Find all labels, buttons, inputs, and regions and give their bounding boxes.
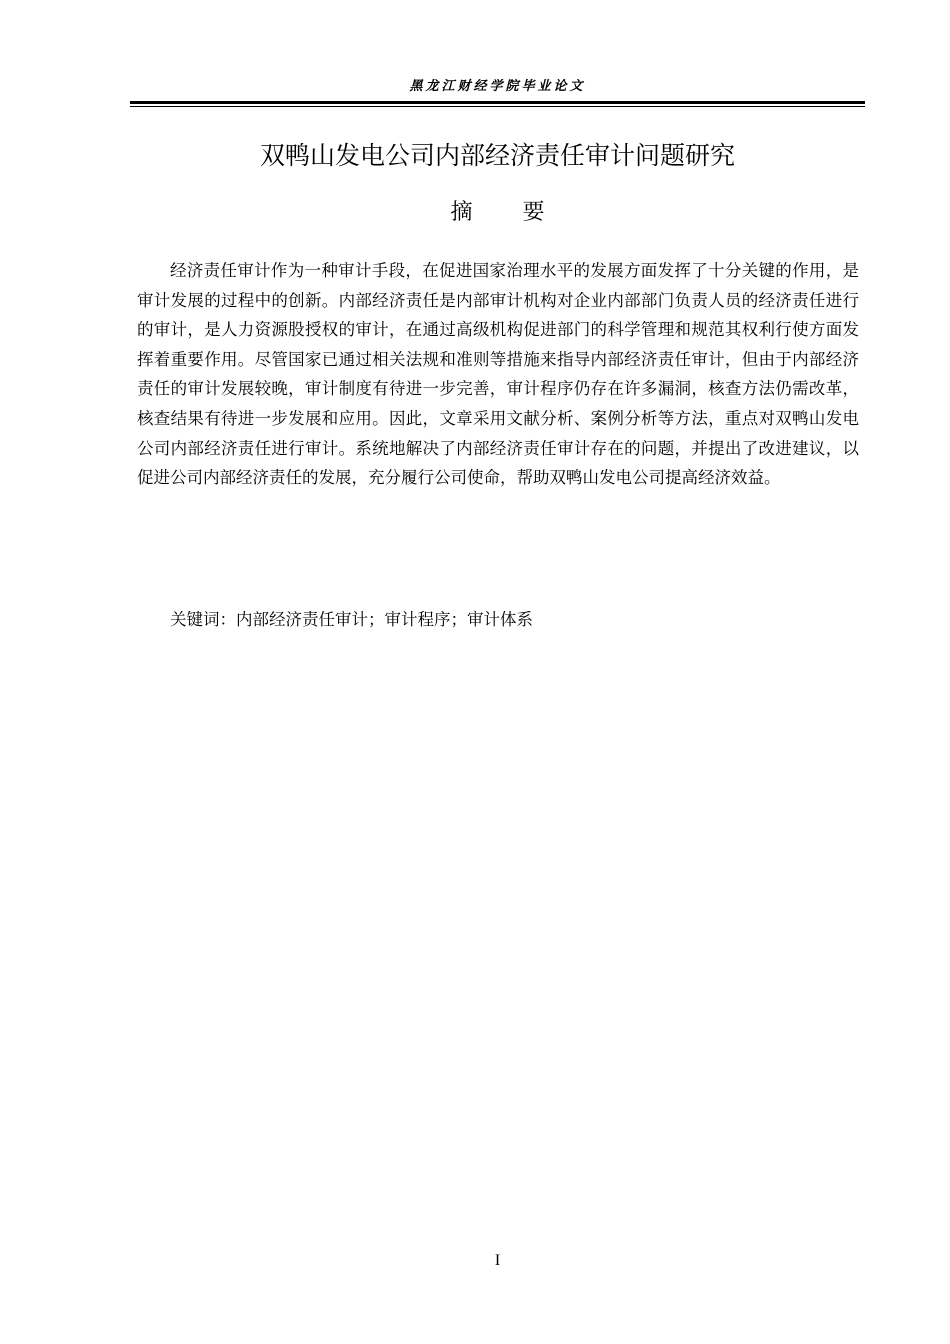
page-number: I — [494, 1252, 501, 1269]
header-rule-thin — [130, 106, 865, 107]
keywords — [170, 606, 860, 634]
keywords-text: 内部经济责任审计；审计程序；审计体系 — [236, 610, 533, 629]
keywords-label: 关键词： — [170, 610, 236, 629]
page-header: 黑龙江财经学院毕业论文 — [409, 79, 586, 94]
thesis-title: 双鸭山发电公司内部经济责任审计问题研究 — [259, 141, 735, 170]
header-rule-thick — [130, 101, 865, 104]
abstract-body: 经济责任审计作为一种审计手段，在促进国家治理水平的发展方面发挥了十分关键的作用，是审计发展的过程中的创新。内部经济责任是内部审计机构对企业内部部门负责人员的经济责任进行的审计，是人力资源股授权的审计，在通过高级机构促进部门的科学管理和规范其权利行使方面发挥着重要作用。尽管国家已通过相关法规和准则等措施来指导内部经济责任审计，但由于内部经济责任的审计发展较晚，审计制度有待进一步完善，审计程序仍存在许多漏洞，核查方法仍需改革，核查结果有待进一步发展和应用。因此，文章采用文献分析、案例分析等方法，重点对双鸭山发电公司内部经济责任进行审计。系统地解决了内部经济责任审计存在的问题，并提出了改进建议，以促进公司内部经济责任的发展，充分履行公司使命，帮助双鸭山发电公司提高经济效益。 — [137, 261, 859, 488]
abstract-heading: 摘要 — [450, 200, 595, 225]
